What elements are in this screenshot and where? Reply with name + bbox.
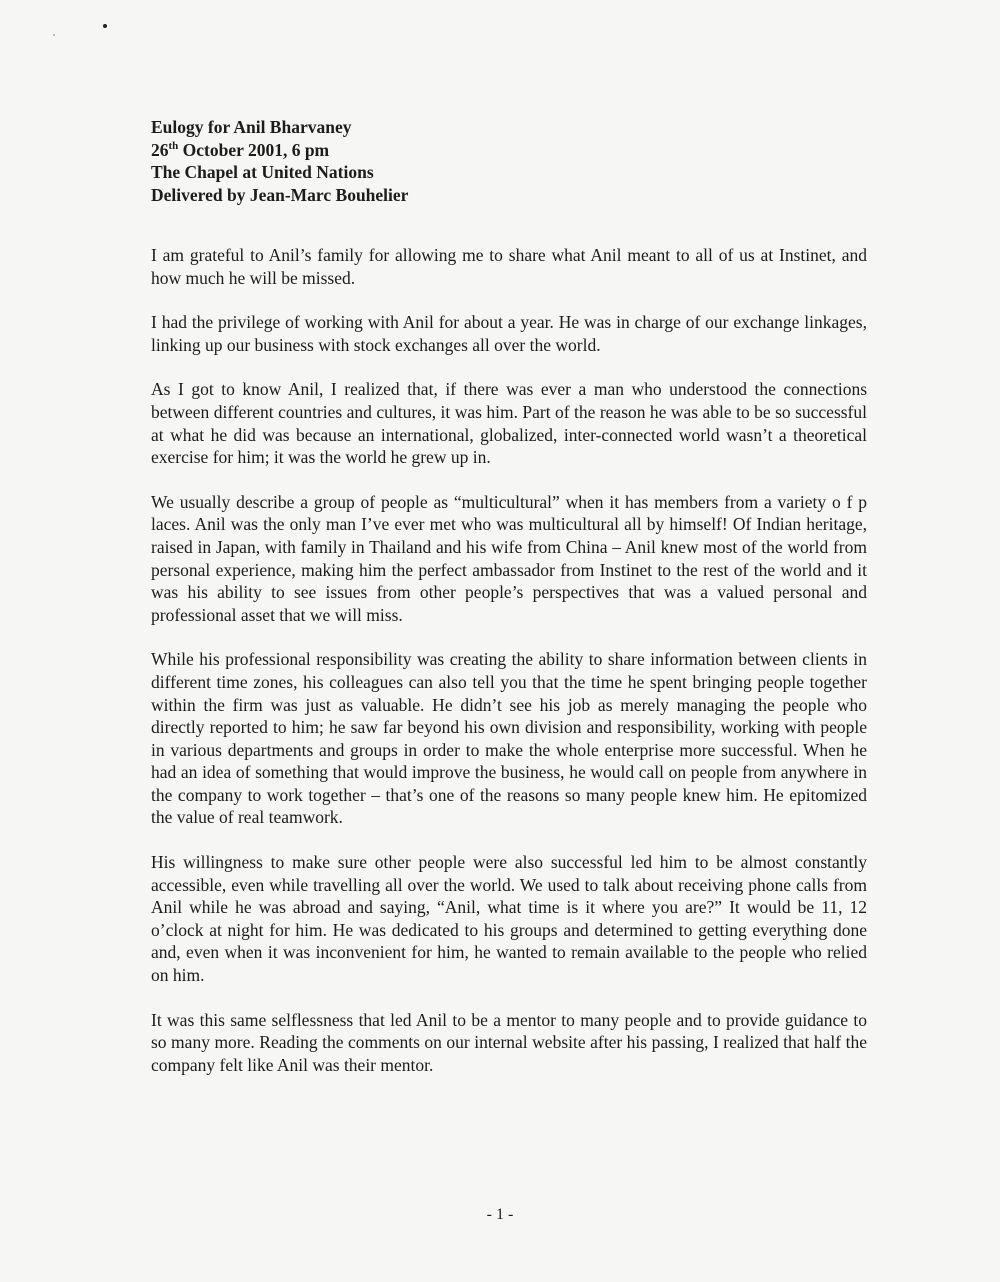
header-title: Eulogy for Anil Bharvaney [151, 117, 352, 137]
paragraph: His willingness to make sure other people were also successful led him to be almost constantly accessible, even while travelling all over the world. We used to talk about receiving phone calls from Anil while he was abroad and saying, “Anil, what time is it where you are?” It would be 11, 12 o’clock at night for him. He was dedicated to his groups and determined to getting everything done and, even when it was inconvenient for him, he wanted to remain available to the people who relied on him. [151, 852, 867, 986]
eulogy-body [151, 244, 867, 1076]
header-date-rest: October 2001, 6 pm [178, 139, 330, 160]
header-date-day: 26 [151, 139, 169, 160]
scan-speck [53, 34, 55, 36]
page-number: - 1 - [486, 1206, 514, 1223]
paragraph: I had the privilege of working with Anil for about a year. He was in charge of our exchange linkages, linking up our business with stock exchanges all over the world. [151, 312, 867, 355]
scan-speck [103, 24, 107, 28]
header-date [151, 139, 408, 162]
eulogy-header [151, 116, 408, 206]
paragraph: I am grateful to Anil’s family for allowing me to share what Anil meant to all of us at Instinet, and how much he will be missed. [151, 245, 867, 288]
header-speaker: Delivered by Jean-Marc Bouhelier [151, 184, 409, 205]
paragraph: It was this same selflessness that led Anil to be a mentor to many people and to provide guidance to so many more. Reading the comments on our internal website after his passing, I realized that half the company felt like Anil was their mentor. [151, 1009, 867, 1075]
header-date-suffix: th [168, 139, 179, 152]
paragraph: As I got to know Anil, I realized that, if there was ever a man who understood the connections between different countries and cultures, it was him. Part of the reason he was able to be so successful at what he did was because an international, globalized, inter-connected world wasn’t a theoretical exercise for him; it was the world he grew up in. [151, 379, 867, 468]
paragraph: We usually describe a group of people as “multicultural” when it has members from a variety o f p laces. Anil was the only man I’ve ever met who was multicultural all by himself! Of Indian heritage, raised in Japan, with family in Thailand and his wife from China – Anil knew most of the world from personal experience, making him the perfect ambassador from Instinet to the rest of the world and it was his ability to see issues from other people’s perspectives that was a valued personal and professional asset that we will miss. [151, 491, 867, 625]
header-location: The Chapel at United Nations [151, 162, 374, 182]
paragraph: While his professional responsibility was creating the ability to share information between clients in different time zones, his colleagues can also tell you that the time he spent bringing people together within the firm was just as valuable. He didn’t see his job as merely managing the people who directly reported to him; he saw far beyond his own division and responsibility, working with people in various departments and groups in order to make the whole enterprise more successful. When he had an idea of something that would improve the business, he would call on people from anywhere in the company to work together – that’s one of the reasons so many people knew him. He epitomized the value of real teamwork. [151, 649, 867, 828]
